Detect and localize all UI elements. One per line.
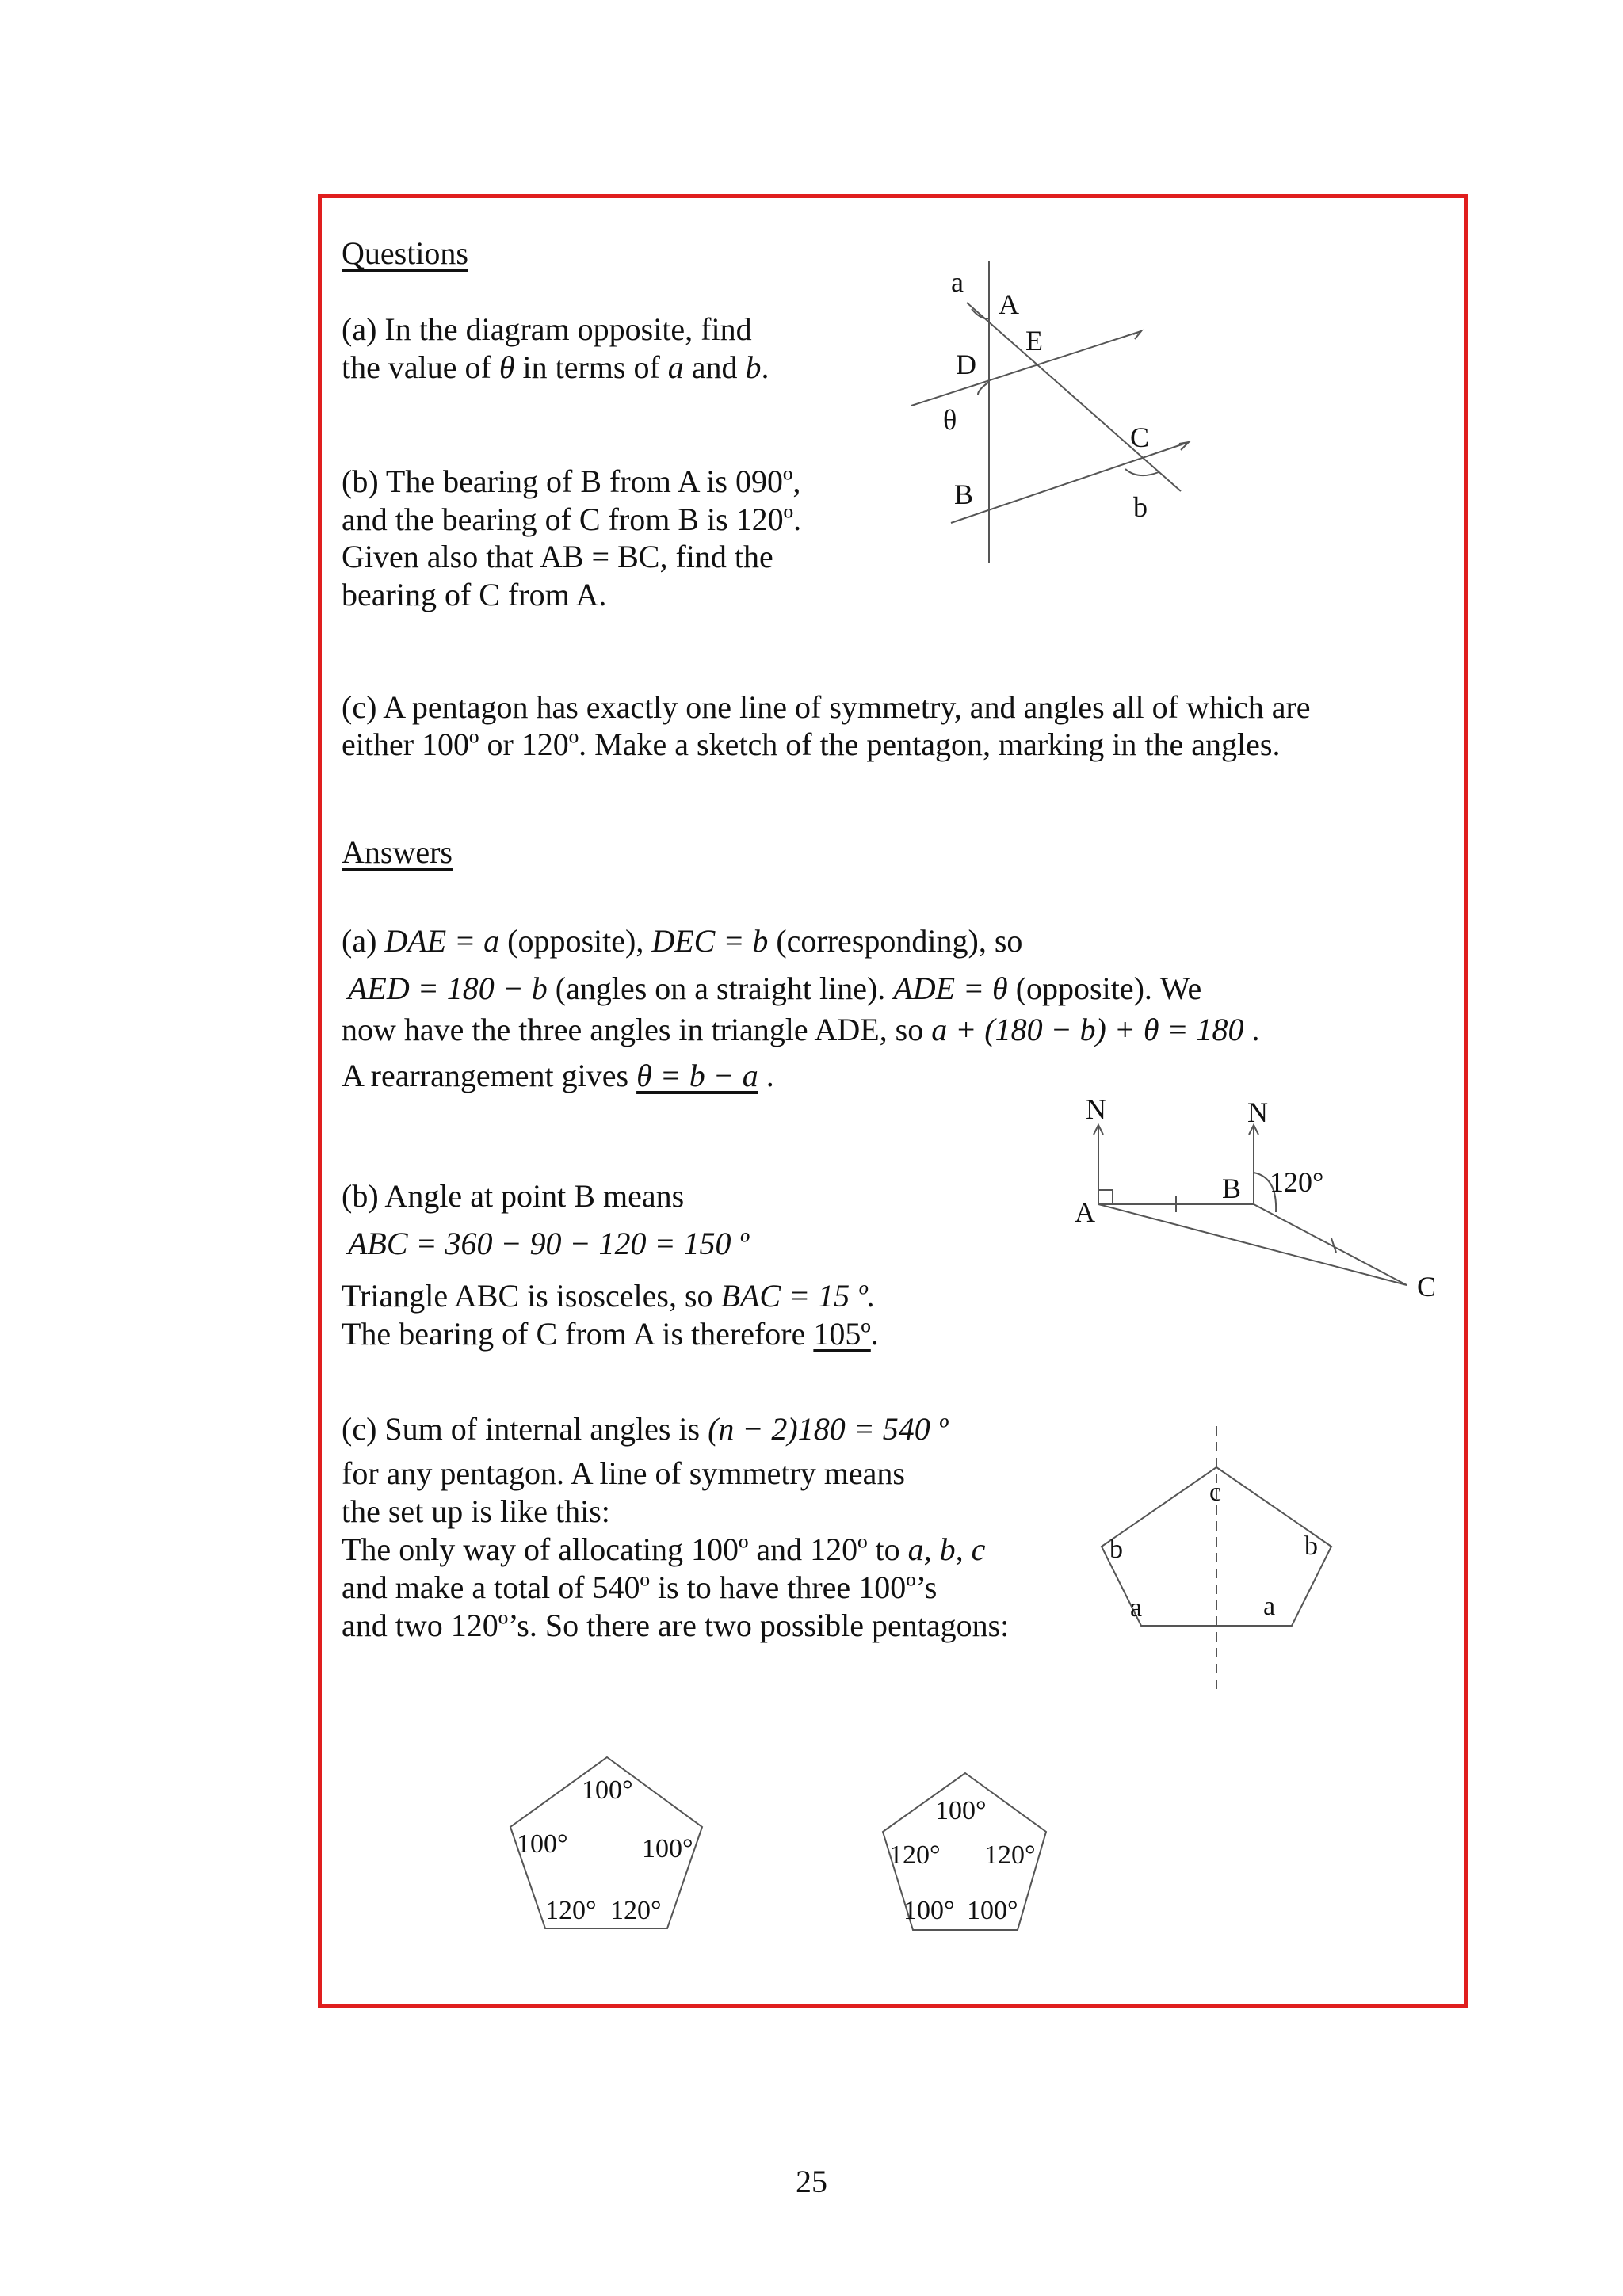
pentagon-1-right-angle: 100° bbox=[642, 1834, 693, 1863]
upper-arrow-icon bbox=[1133, 331, 1141, 339]
label-E: E bbox=[1025, 325, 1043, 357]
label-A: A bbox=[1075, 1196, 1095, 1228]
answer-c-line5: and make a total of 540º is to have three 100º’s bbox=[342, 1569, 938, 1605]
transversal-line bbox=[967, 303, 1181, 491]
label-a-right: a bbox=[1263, 1592, 1276, 1621]
label-theta: θ bbox=[943, 404, 957, 436]
label-c: c bbox=[1209, 1478, 1222, 1507]
answer-a-line1: (a) DAE = a (opposite), DEC = b (corresponding), so bbox=[342, 923, 1023, 959]
symmetry-pentagon-diagram bbox=[1086, 1418, 1347, 1703]
label-b-left: b bbox=[1109, 1535, 1123, 1564]
label-b-right: b bbox=[1304, 1531, 1318, 1561]
label-B: B bbox=[1222, 1173, 1242, 1204]
answer-b-line1: (b) Angle at point B means bbox=[342, 1178, 685, 1214]
segment-AC bbox=[1098, 1204, 1407, 1285]
bearing-diagram bbox=[1070, 1085, 1450, 1307]
answer-c-line1: (c) Sum of internal angles is (n − 2)180 = 540 º bbox=[342, 1411, 949, 1447]
answer-b-line2: ABC = 360 − 90 − 120 = 150 º bbox=[348, 1226, 749, 1261]
answers-heading: Answers bbox=[342, 834, 453, 870]
answer-c-line6: and two 120º’s. So there are two possible pentagons: bbox=[342, 1608, 1010, 1643]
label-b: b bbox=[1133, 491, 1148, 523]
answer-c-line2: for any pentagon. A line of symmetry means bbox=[342, 1455, 905, 1491]
label-N-B: N bbox=[1247, 1097, 1268, 1128]
pentagon-1-top-angle: 100° bbox=[582, 1775, 633, 1805]
lower-parallel-line bbox=[951, 442, 1189, 523]
pentagon-2-top-angle: 100° bbox=[935, 1796, 987, 1825]
label-C: C bbox=[1130, 421, 1150, 453]
pentagon-1-bottom-right-angle: 120° bbox=[610, 1896, 662, 1925]
page-number: 25 bbox=[796, 2164, 827, 2199]
label-A: A bbox=[999, 288, 1019, 320]
label-D: D bbox=[956, 349, 976, 380]
question-a-line1: (a) In the diagram opposite, find bbox=[342, 311, 752, 347]
pentagon-1-left-angle: 100° bbox=[517, 1829, 568, 1859]
lower-arrow-icon bbox=[1179, 442, 1189, 450]
pentagon-2-bottom-left-angle: 100° bbox=[903, 1896, 955, 1925]
answer-a-line3: now have the three angles in triangle ADE, so a + (180 − b) + θ = 180 . bbox=[342, 1012, 1260, 1047]
label-angle-120: 120° bbox=[1270, 1166, 1324, 1198]
question-b-line3: Given also that AB = BC, find the bbox=[342, 539, 773, 574]
questions-heading: Questions bbox=[342, 235, 468, 271]
question-b-line4: bearing of C from A. bbox=[342, 577, 607, 612]
right-angle-mark bbox=[1098, 1190, 1113, 1204]
pentagon-2-right-angle: 120° bbox=[984, 1840, 1036, 1870]
question-b-line2: and the bearing of C from B is 120º. bbox=[342, 502, 802, 537]
question-c-line1: (c) A pentagon has exactly one line of symmetry, and angles all of which are bbox=[342, 689, 1311, 725]
pentagon-1-bottom-left-angle: 120° bbox=[545, 1896, 597, 1925]
label-a-left: a bbox=[1130, 1593, 1143, 1623]
answer-a-line2: AED = 180 − b (angles on a straight line). ADE = θ (opposite). We bbox=[348, 971, 1202, 1006]
answer-a-line4: A rearrangement gives θ = b − a . bbox=[342, 1058, 774, 1093]
question-c-line2: either 100º or 120º. Make a sketch of the pentagon, marking in the angles. bbox=[342, 727, 1281, 762]
answer-b-line3: Triangle ABC is isosceles, so BAC = 15 º. bbox=[342, 1278, 876, 1314]
answer-c-line4: The only way of allocating 100º and 120º to a, b, c bbox=[342, 1531, 986, 1567]
pentagon-2-left-angle: 120° bbox=[889, 1840, 941, 1870]
angle-b-arc bbox=[1125, 469, 1159, 475]
label-a: a bbox=[951, 266, 964, 298]
angle-diagram bbox=[896, 261, 1212, 578]
pentagon-option-2 bbox=[872, 1767, 1062, 1949]
question-a-line2: the value of θ in terms of a and b. bbox=[342, 349, 769, 385]
label-C: C bbox=[1417, 1271, 1437, 1302]
pentagon-option-1 bbox=[499, 1751, 721, 1949]
segment-BC bbox=[1254, 1204, 1407, 1285]
pentagon-2-bottom-right-angle: 100° bbox=[967, 1896, 1018, 1925]
question-b-line1: (b) The bearing of B from A is 090º, bbox=[342, 463, 801, 499]
answer-b-line4: The bearing of C from A is therefore 105º. bbox=[342, 1316, 879, 1352]
answer-c-line3: the set up is like this: bbox=[342, 1493, 610, 1529]
label-N-A: N bbox=[1086, 1093, 1106, 1125]
label-B: B bbox=[954, 479, 974, 510]
